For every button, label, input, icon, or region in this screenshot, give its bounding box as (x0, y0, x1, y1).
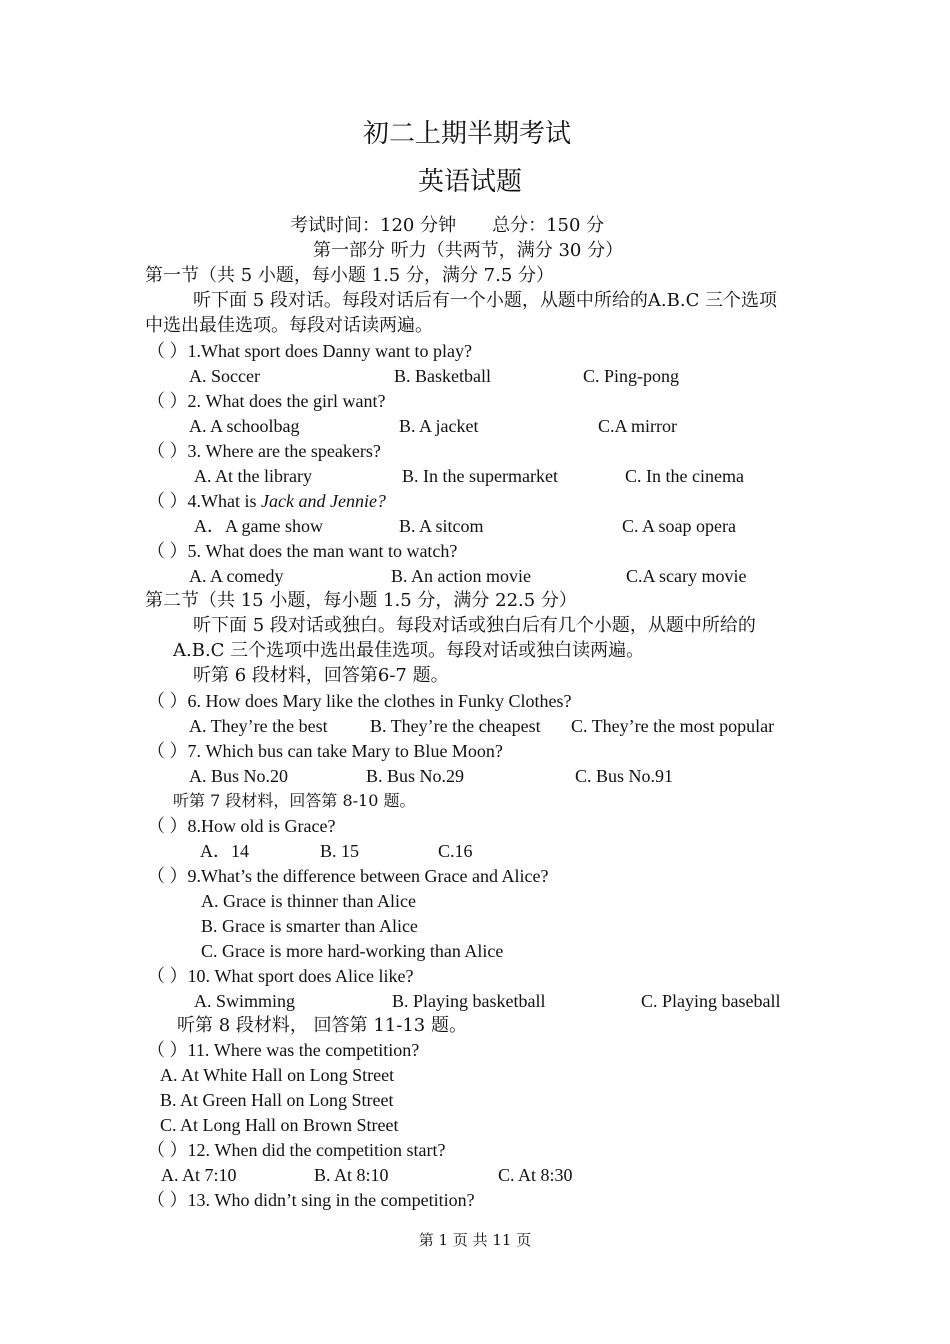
section2-instruction-line1: 听下面 5 段对话或独白。每段对话或独白后有几个小题，从题中所给的 (193, 615, 756, 636)
exam-title: 初二上期半期考试 (363, 119, 572, 149)
material-6-note: 听第 6 段材料，回答第6-7 题。 (193, 665, 449, 686)
question-3-option-c: C. In the cinema (625, 466, 744, 486)
question-3-option-a: A. At the library (194, 466, 312, 486)
part1-heading: 第一部分 听力（共两节，满分 30 分） (313, 240, 624, 261)
question-8-stem: （ ）8.How old is Grace? (147, 816, 336, 836)
question-1-option-c: C. Ping-pong (583, 366, 680, 386)
section2-instruction-line2: A.B.C 三个选项中选出最佳选项。每段对话或独白读两遍。 (173, 640, 645, 661)
question-4-option-b: B. A sitcom (399, 516, 484, 536)
exam-info: 考试时间：120 分钟 总分：150 分 (290, 215, 605, 236)
question-12-option-b: B. At 8:10 (314, 1165, 389, 1185)
question-7-option-b: B. Bus No.29 (366, 766, 465, 786)
question-12-stem: （ ）12. When did the competition start? (147, 1140, 446, 1160)
question-10-option-b: B. Playing basketball (392, 991, 546, 1011)
question-6-option-c: C. They’re the most popular (571, 716, 775, 736)
page-footer: 第 1 页 共 11 页 (418, 1231, 532, 1249)
question-2-option-c: C.A mirror (598, 416, 677, 436)
question-4-stem-title: Jack and Jennie? (261, 491, 386, 511)
question-7-stem: （ ）7. Which bus can take Mary to Blue Moon? (147, 741, 503, 761)
material-7-note: 听第 7 段材料，回答第 8-10 题。 (173, 791, 416, 810)
section2-heading: 第二节（共 15 小题，每小题 1.5 分，满分 22.5 分） (145, 590, 577, 611)
question-8-option-b: B. 15 (320, 841, 360, 861)
question-1-option-b: B. Basketball (394, 366, 491, 386)
question-7-option-c: C. Bus No.91 (575, 766, 674, 786)
question-3-stem: （ ）3. Where are the speakers? (147, 441, 381, 461)
question-9-stem: （ ）9.What’s the difference between Grace and Alice? (147, 866, 549, 886)
question-11-stem: （ ）11. Where was the competition? (147, 1040, 420, 1060)
question-11-option-b: B. At Green Hall on Long Street (160, 1090, 394, 1110)
question-2-stem: （ ）2. What does the girl want? (147, 391, 386, 411)
question-13-stem: （ ）13. Who didn’t sing in the competition? (147, 1190, 475, 1210)
question-12-option-a: A. At 7:10 (161, 1165, 237, 1185)
question-12-option-c: C. At 8:30 (498, 1165, 573, 1185)
question-4-option-c: C. A soap opera (622, 516, 736, 536)
material-8-note: 听第 8 段材料， 回答第 11-13 题。 (177, 1015, 467, 1036)
question-8-option-a: A．14 (200, 841, 249, 861)
question-1-stem: （ ）1.What sport does Danny want to play? (147, 341, 472, 361)
section1-instruction-line1: 听下面 5 段对话。每段对话后有一个小题，从题中所给的A.B.C 三个选项 (193, 290, 778, 311)
question-6-stem: （ ）6. How does Mary like the clothes in Funky Clothes? (147, 691, 572, 711)
question-2-option-b: B. A jacket (399, 416, 479, 436)
question-10-stem: （ ）10. What sport does Alice like? (147, 966, 414, 986)
question-9-option-b: B. Grace is smarter than Alice (201, 916, 418, 936)
question-4-stem-text: （ ）4.What is (147, 491, 261, 511)
question-4-stem (147, 489, 386, 513)
question-5-option-b: B. An action movie (391, 566, 531, 586)
question-5-option-a: A. A comedy (189, 566, 284, 586)
section1-instruction-line2: 中选出最佳选项。每段对话读两遍。 (145, 315, 433, 336)
question-4-option-a: A．A game show (194, 516, 323, 536)
question-2-option-a: A. A schoolbag (189, 416, 300, 436)
question-9-option-a: A. Grace is thinner than Alice (201, 891, 416, 911)
question-8-option-c: C.16 (438, 841, 473, 861)
question-10-option-c: C. Playing baseball (641, 991, 781, 1011)
question-5-stem: （ ）5. What does the man want to watch? (147, 541, 458, 561)
question-6-option-a: A. They’re the best (189, 716, 328, 736)
question-9-option-c: C. Grace is more hard-working than Alice (201, 941, 504, 961)
question-11-option-c: C. At Long Hall on Brown Street (160, 1115, 399, 1135)
section1-heading: 第一节（共 5 小题，每小题 1.5 分，满分 7.5 分） (145, 265, 555, 286)
question-5-option-c: C.A scary movie (626, 566, 747, 586)
question-11-option-a: A. At White Hall on Long Street (160, 1065, 395, 1085)
question-6-option-b: B. They’re the cheapest (370, 716, 541, 736)
question-3-option-b: B. In the supermarket (402, 466, 558, 486)
question-7-option-a: A. Bus No.20 (189, 766, 289, 786)
question-1-option-a: A. Soccer (189, 366, 260, 386)
question-10-option-a: A. Swimming (194, 991, 296, 1011)
exam-subtitle: 英语试题 (418, 167, 523, 197)
